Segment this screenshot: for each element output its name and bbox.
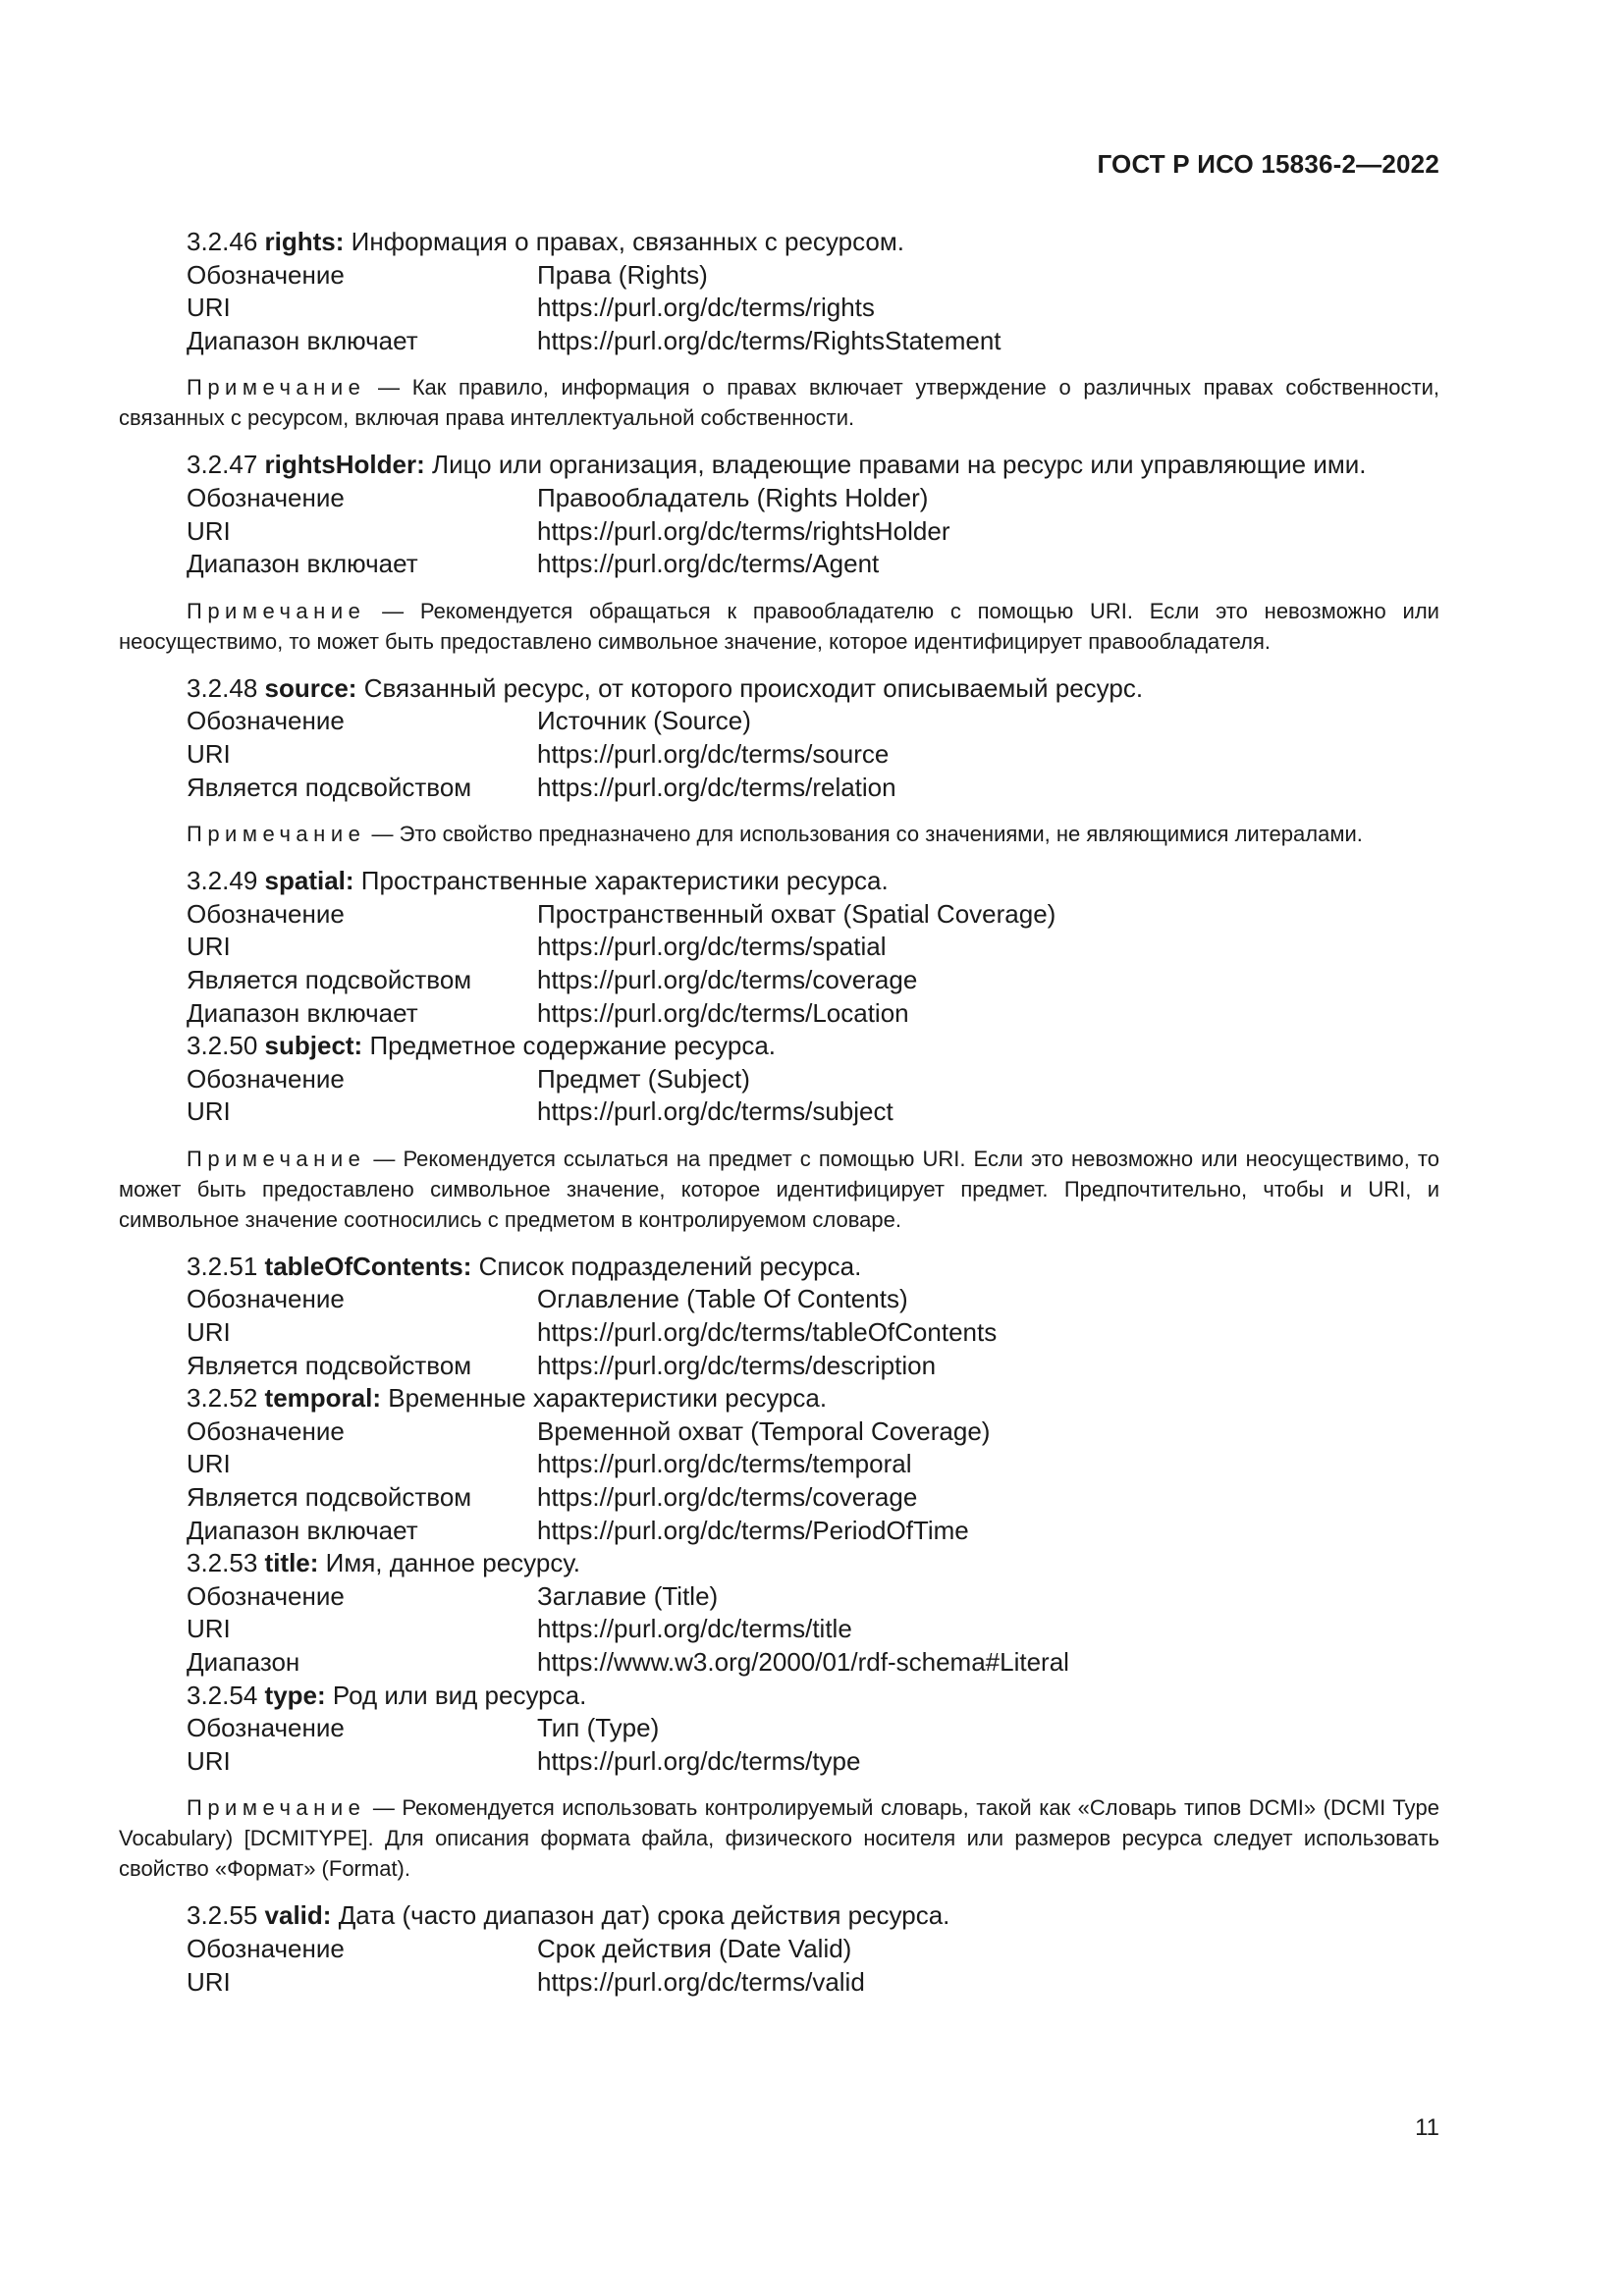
term-number: 3.2.46 (187, 227, 258, 256)
attribute-value: https://purl.org/dc/terms/Agent (537, 549, 880, 579)
term-note (119, 372, 1439, 433)
term-attribute-row (119, 259, 1439, 293)
term-name: subject: (264, 1031, 363, 1061)
term-name: rightsHolder: (264, 450, 425, 480)
term-note (119, 1792, 1439, 1884)
term-number: 3.2.55 (187, 1900, 258, 1931)
attribute-value: Тип (Type) (537, 1713, 660, 1743)
term-entry (119, 1382, 1439, 1547)
term-heading (119, 1030, 1439, 1063)
attribute-key: URI (187, 1966, 231, 1997)
term-attribute-row (119, 738, 1439, 772)
attribute-key: Обозначение (187, 259, 345, 290)
attribute-value: https://purl.org/dc/terms/tableOfContents (537, 1317, 998, 1348)
term-attribute-row (119, 997, 1439, 1031)
attribute-value: https://purl.org/dc/terms/relation (537, 772, 896, 802)
term-attribute-row (119, 1415, 1439, 1449)
term-heading (119, 226, 1439, 259)
term-heading (119, 1547, 1439, 1580)
term-entry (119, 672, 1439, 849)
term-attribute-row (119, 292, 1439, 325)
attribute-key: URI (187, 1096, 231, 1127)
term-heading (119, 1899, 1439, 1933)
attribute-value: https://purl.org/dc/terms/description (537, 1350, 937, 1380)
term-note (119, 1144, 1439, 1235)
term-attribute-row (119, 1350, 1439, 1383)
attribute-key: Обозначение (187, 1284, 345, 1314)
attribute-value: Источник (Source) (537, 706, 751, 736)
attribute-key: Обозначение (187, 1933, 345, 1963)
term-entry (119, 449, 1439, 656)
term-name: rights: (264, 227, 345, 256)
term-name: valid: (264, 1900, 332, 1931)
term-name: title: (264, 1548, 319, 1578)
term-entry (119, 865, 1439, 1030)
term-attribute-row (119, 1933, 1439, 1966)
term-attribute-row (119, 1283, 1439, 1316)
term-attribute-row (119, 1515, 1439, 1548)
term-attribute-row (119, 515, 1439, 549)
note-dash: — (382, 598, 405, 623)
attribute-value: https://purl.org/dc/terms/valid (537, 1966, 865, 1997)
term-note (119, 819, 1439, 849)
term-definition: Род или вид ресурса. (332, 1680, 587, 1710)
attribute-value: Заглавие (Title) (537, 1580, 719, 1611)
term-definition: Лицо или организация, владеющие правами на ресурс или управляющие ими. (432, 450, 1367, 480)
note-label: Примечание (187, 1146, 366, 1171)
term-number: 3.2.53 (187, 1548, 258, 1578)
attribute-key: URI (187, 1317, 231, 1348)
term-name: tableOfContents: (264, 1251, 472, 1281)
term-attribute-row (119, 1712, 1439, 1745)
term-number: 3.2.52 (187, 1383, 258, 1414)
term-entry (119, 1680, 1439, 1885)
attribute-key: Диапазон (187, 1647, 300, 1677)
note-label: Примечание (187, 822, 366, 847)
attribute-value: Предмет (Subject) (537, 1063, 750, 1094)
term-attribute-row (119, 1613, 1439, 1646)
term-entry (119, 1547, 1439, 1679)
attribute-value: https://purl.org/dc/terms/rights (537, 293, 875, 323)
term-number: 3.2.49 (187, 866, 258, 896)
term-definition: Список подразделений ресурса. (478, 1251, 862, 1281)
term-attribute-row (119, 964, 1439, 997)
note-text: Рекомендуется использовать контролируемый словарь, такой как «Словарь типов DCMI» (DCMI Type Vocabulary) [DCMITYPE]. Для описания формата файла, физического носителя или размеров ресурса следует использовать свойство «Формат» (Format). (119, 1795, 1439, 1882)
term-entry (119, 1251, 1439, 1382)
attribute-value: https://purl.org/dc/terms/PeriodOfTime (537, 1515, 969, 1545)
attribute-value: Оглавление (Table Of Contents) (537, 1284, 908, 1314)
document-header: ГОСТ Р ИСО 15836-2—2022 (1097, 149, 1439, 179)
term-definition: Имя, данное ресурсу. (325, 1548, 580, 1578)
attribute-key: Диапазон включает (187, 1515, 418, 1545)
attribute-value: https://purl.org/dc/terms/RightsStatement (537, 325, 1001, 355)
attribute-key: Обозначение (187, 898, 345, 929)
attribute-value: https://purl.org/dc/terms/coverage (537, 1482, 918, 1513)
attribute-value: Временной охват (Temporal Coverage) (537, 1415, 991, 1446)
note-dash: — (378, 375, 401, 400)
attribute-key: URI (187, 1449, 231, 1479)
term-attribute-row (119, 325, 1439, 358)
term-attribute-row (119, 548, 1439, 581)
note-dash: — (371, 822, 394, 847)
term-attribute-row (119, 482, 1439, 515)
term-entry (119, 226, 1439, 433)
term-number: 3.2.50 (187, 1031, 258, 1061)
term-definition: Предметное содержание ресурса. (369, 1031, 777, 1061)
term-attribute-row (119, 1095, 1439, 1129)
term-entry (119, 1899, 1439, 1999)
attribute-value: https://purl.org/dc/terms/rightsHolder (537, 515, 950, 546)
attribute-value: https://purl.org/dc/terms/Location (537, 997, 909, 1028)
term-number: 3.2.54 (187, 1680, 258, 1710)
term-name: source: (264, 672, 357, 703)
term-definition: Дата (часто диапазон дат) срока действия ресурса. (338, 1900, 950, 1931)
attribute-key: URI (187, 1614, 231, 1644)
attribute-key: URI (187, 515, 231, 546)
attribute-value: https://purl.org/dc/terms/source (537, 738, 890, 769)
attribute-value: https://purl.org/dc/terms/spatial (537, 932, 887, 962)
term-definition: Пространственные характеристики ресурса. (360, 866, 889, 896)
term-number: 3.2.48 (187, 672, 258, 703)
term-attribute-row (119, 931, 1439, 964)
attribute-key: Является подсвойством (187, 1350, 472, 1380)
attribute-key: Обозначение (187, 1713, 345, 1743)
attribute-key: Диапазон включает (187, 997, 418, 1028)
attribute-key: Является подсвойством (187, 772, 472, 802)
page-number: 11 (1415, 2114, 1439, 2141)
term-attribute-row (119, 1063, 1439, 1096)
note-label: Примечание (187, 1795, 366, 1821)
note-text: Как правило, информация о правах включает утверждение о различных правах собственности, связанных с ресурсом, включая права интеллектуальной собственности. (119, 375, 1439, 431)
term-attribute-row (119, 1481, 1439, 1515)
term-note (119, 596, 1439, 657)
term-heading (119, 1251, 1439, 1284)
term-definition: Информация о правах, связанных с ресурсом. (351, 227, 904, 256)
term-number: 3.2.51 (187, 1251, 258, 1281)
attribute-value: https://www.w3.org/2000/01/rdf-schema#Literal (537, 1647, 1069, 1677)
term-attribute-row (119, 772, 1439, 805)
term-attribute-row (119, 1448, 1439, 1481)
term-attribute-row (119, 705, 1439, 738)
attribute-value: Права (Rights) (537, 259, 708, 290)
term-heading (119, 1382, 1439, 1415)
attribute-key: Обозначение (187, 482, 345, 512)
term-heading (119, 1680, 1439, 1713)
term-attribute-row (119, 1580, 1439, 1614)
note-text: Рекомендуется обращаться к правообладателю с помощью URI. Если это невозможно или неосуществимо, то может быть предоставлено символьное значение, которое идентифицирует правообладателя. (119, 598, 1439, 654)
note-label: Примечание (187, 375, 366, 400)
term-attribute-row (119, 1745, 1439, 1779)
attribute-value: Правообладатель (Rights Holder) (537, 482, 929, 512)
attribute-value: https://purl.org/dc/terms/type (537, 1745, 861, 1776)
term-name: type: (264, 1680, 326, 1710)
term-number: 3.2.47 (187, 450, 258, 480)
attribute-key: URI (187, 1745, 231, 1776)
term-attribute-row (119, 1646, 1439, 1680)
attribute-key: Обозначение (187, 706, 345, 736)
term-definition: Связанный ресурс, от которого происходит описываемый ресурс. (363, 672, 1144, 703)
term-name: spatial: (264, 866, 354, 896)
note-text: Это свойство предназначено для использования со значениями, не являющимися литералами. (399, 822, 1363, 847)
attribute-key: URI (187, 932, 231, 962)
attribute-key: Диапазон включает (187, 325, 418, 355)
term-heading (119, 672, 1439, 706)
attribute-key: URI (187, 738, 231, 769)
term-entry (119, 1030, 1439, 1235)
attribute-value: Срок действия (Date Valid) (537, 1933, 852, 1963)
attribute-value: https://purl.org/dc/terms/subject (537, 1096, 893, 1127)
attribute-key: Обозначение (187, 1063, 345, 1094)
attribute-key: Является подсвойством (187, 964, 472, 994)
attribute-value: Пространственный охват (Spatial Coverage) (537, 898, 1056, 929)
attribute-key: Диапазон включает (187, 549, 418, 579)
term-name: temporal: (264, 1383, 381, 1414)
term-attribute-row (119, 1966, 1439, 2000)
note-label: Примечание (187, 598, 366, 623)
attribute-key: URI (187, 293, 231, 323)
term-heading (119, 865, 1439, 898)
note-dash: — (372, 1795, 395, 1821)
attribute-value: https://purl.org/dc/terms/title (537, 1614, 852, 1644)
term-attribute-row (119, 898, 1439, 932)
attribute-key: Обозначение (187, 1415, 345, 1446)
note-text: Рекомендуется ссылаться на предмет с помощью URI. Если это невозможно или неосуществимо, то может быть предоставлено символьное значение, которое идентифицирует предмет. Предпочтительно, чтобы и URI, и символьное значение соотносились с предметом в контролируемом словаре. (119, 1146, 1439, 1232)
attribute-value: https://purl.org/dc/terms/coverage (537, 964, 918, 994)
document-content (119, 226, 1439, 1999)
attribute-key: Обозначение (187, 1580, 345, 1611)
term-attribute-row (119, 1316, 1439, 1350)
attribute-value: https://purl.org/dc/terms/temporal (537, 1449, 912, 1479)
term-definition: Временные характеристики ресурса. (388, 1383, 828, 1414)
note-dash: — (373, 1146, 396, 1171)
term-heading (119, 449, 1439, 482)
attribute-key: Является подсвойством (187, 1482, 472, 1513)
